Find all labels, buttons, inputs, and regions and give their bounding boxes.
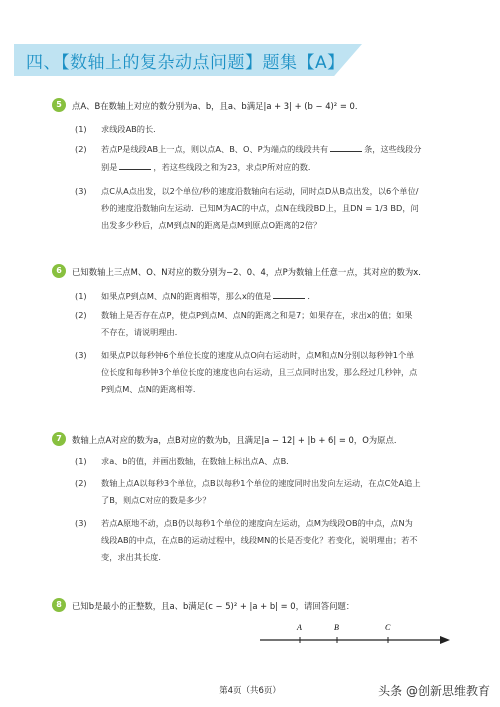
number-line (260, 620, 450, 650)
label-a: A (297, 623, 302, 632)
question-8-stem: 已知b是最小的正整数，且a、b满足(c − 5)² + |a + b| = 0，请回答问题： (72, 601, 355, 611)
q7-sub-3 (75, 518, 475, 563)
q5-sub-2 (75, 143, 475, 173)
answer-blank[interactable] (330, 143, 362, 152)
q6-sub-2 (75, 310, 475, 338)
sub-text: 变，求出其长度． (101, 552, 167, 562)
page-footer: 第4页（共6页） (219, 686, 281, 696)
sub-text: 出发多少秒后，点M到点N的距离是点M到原点O距离的2倍？ (101, 220, 322, 230)
sub-index: (3) (75, 518, 87, 528)
question-number-badge: 8 (52, 598, 66, 612)
sub-text: 求线段AB的长． (101, 124, 162, 134)
question-6-stem: 已知数轴上三点M、O、N对应的数分别为−2、0、4，点P为数轴上任意一点，其对应的数为x． (72, 267, 427, 277)
sub-text: 数轴上点A以每秒3个单位，点B以每秒1个单位的速度同时出发向左运动，在点C处A追上 (101, 478, 421, 488)
sub-text: 别是 (101, 162, 118, 172)
sub-index: (2) (75, 478, 87, 488)
sub-text: 如果点P到点M、点N的距离相等，那么x的值是 (101, 291, 272, 301)
sub-text: 若点A原地不动，点B仍以每秒1个单位的速度向左运动，点M为线段OB的中点，点N为 (101, 518, 413, 528)
sub-text: ，若这些线段之和为23，求点P所对应的数． (153, 162, 317, 172)
question-5-stem: 点A、B在数轴上对应的数分别为a、b，且a、b满足|a + 3| + (b − 4)² = 0． (72, 101, 364, 111)
sub-text: 秒的速度沿数轴向左运动．已知M为AC的中点，点N在线段BD上，且DN = 1/3 BD，问 (101, 203, 419, 213)
sub-index: (1) (75, 456, 87, 466)
question-number-badge: 6 (52, 264, 66, 278)
sub-text: P到点M、点N的距离相等． (101, 384, 202, 394)
q5-sub-1 (75, 124, 475, 135)
sub-text: 不存在，请说明理由． (101, 327, 183, 337)
question-number-badge: 5 (52, 98, 66, 112)
sub-text: 如果点P以每秒钟6个单位长度的速度从点O向右运动时，点M和点N分别以每秒钟1个单 (101, 350, 415, 360)
sub-text: 线段AB的中点，在点B的运动过程中，线段MN的长是否变化？若变化，说明理由；若不 (101, 535, 418, 545)
q7-sub-1 (75, 456, 475, 467)
answer-blank[interactable] (119, 161, 151, 170)
question-number-badge: 7 (52, 432, 66, 446)
sub-index: (3) (75, 186, 87, 196)
sub-text: 数轴上是否存在点P，使点P到点M、点N的距离之和是7；如果存在，求出x的值；如果 (101, 310, 413, 320)
label-c: C (385, 623, 391, 632)
sub-text: ． (307, 291, 316, 301)
q7-sub-2 (75, 478, 475, 506)
sub-text: 条，这些线段分 (364, 144, 422, 154)
sub-index: (1) (75, 124, 87, 134)
sub-index: (1) (75, 291, 87, 301)
q6-sub-3 (75, 350, 475, 395)
sub-index: (3) (75, 350, 87, 360)
q6-sub-1 (75, 290, 475, 302)
section-title: 四、【数轴上的复杂动点问题】题集【A】 (26, 53, 345, 73)
sub-index: (2) (75, 310, 87, 320)
q5-sub-3 (75, 186, 475, 231)
sub-text: 点C从A点出发，以2个单位/秒的速度沿数轴向右运动，同时点D从B点出发，以6个单位/ (101, 186, 419, 196)
watermark: 头条 @创新思维教育 (378, 684, 490, 698)
answer-blank[interactable] (273, 290, 305, 299)
sub-text: 求a、b的值，并画出数轴，在数轴上标出点A、点B． (101, 456, 295, 466)
sub-text: 若点P是线段AB上一点，则以点A、B、O、P为端点的线段共有 (101, 144, 329, 154)
sub-text: 了B，则点C对应的数是多少？ (101, 495, 211, 505)
number-line-arrow-icon (440, 636, 450, 644)
question-7-stem: 数轴上点A对应的数为a，点B对应的数为b，且满足|a − 12| + |b + 6| = 0，O为原点． (72, 435, 403, 445)
sub-text: 位长度和每秒钟3个单位长度的速度也向右运动，且三点同时出发，那么经过几秒钟，点 (101, 367, 418, 377)
sub-index: (2) (75, 144, 87, 154)
label-b: B (334, 623, 339, 632)
